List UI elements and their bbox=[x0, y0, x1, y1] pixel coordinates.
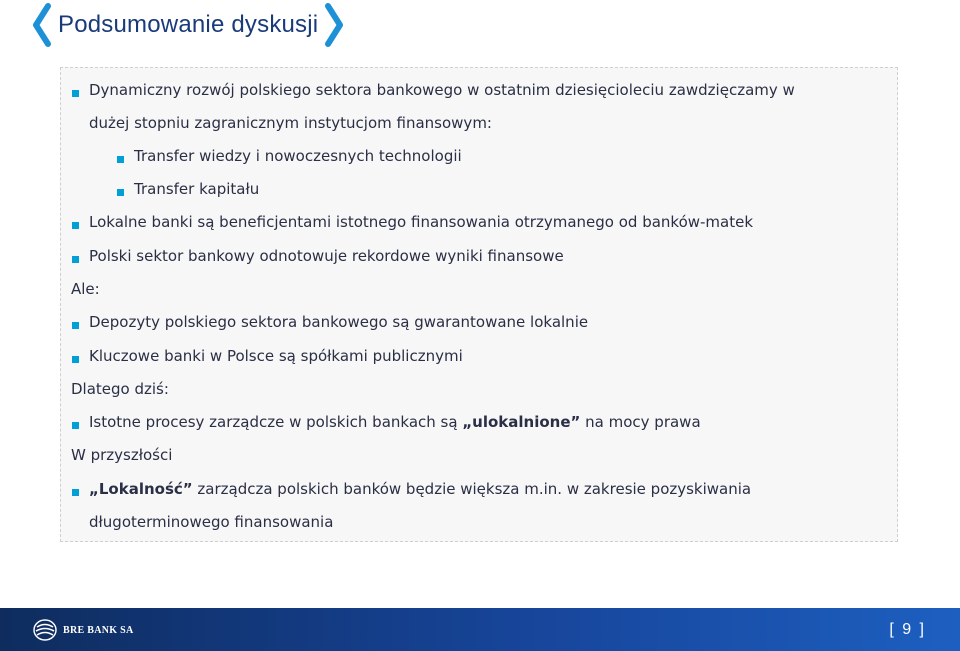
emphasis-text: „ulokalnione” bbox=[462, 413, 581, 431]
bullet-text-continuation: długoterminowego finansowania bbox=[89, 513, 334, 531]
square-bullet-icon bbox=[117, 156, 124, 163]
section-label: W przyszłości bbox=[71, 446, 173, 464]
square-bullet-icon bbox=[72, 256, 79, 263]
square-bullet-icon bbox=[117, 189, 124, 196]
bullet-text-continuation: dużej stopniu zagranicznym instytucjom finansowym: bbox=[89, 114, 492, 132]
bullet-text: Polski sektor bankowy odnotowuje rekordowe wyniki finansowe bbox=[89, 247, 564, 265]
bank-logo bbox=[33, 619, 134, 641]
square-bullet-icon bbox=[72, 90, 79, 97]
bullet-text: Depozyty polskiego sektora bankowego są gwarantowane lokalnie bbox=[89, 313, 589, 331]
bullet-text-part: na mocy prawa bbox=[580, 413, 701, 431]
emphasis-text: „Lokalność” bbox=[89, 480, 193, 498]
sub-bullet-text: Transfer kapitału bbox=[134, 180, 260, 198]
page-number: [ 9 ] bbox=[889, 621, 926, 638]
square-bullet-icon bbox=[72, 222, 79, 229]
title-bar bbox=[30, 2, 346, 48]
bullet-text: Dynamiczny rozwój polskiego sektora bankowego w ostatnim dziesięcioleciu zawdzięczamy w bbox=[89, 81, 795, 99]
chevron-right-icon bbox=[324, 3, 346, 47]
square-bullet-icon bbox=[72, 322, 79, 329]
square-bullet-icon bbox=[72, 422, 79, 429]
section-label: Ale: bbox=[71, 280, 100, 298]
bullet-text bbox=[89, 473, 751, 506]
content-panel bbox=[60, 67, 898, 542]
bre-bank-logo-icon bbox=[33, 619, 57, 641]
page-title: Podsumowanie dyskusji bbox=[58, 11, 319, 38]
bullet-text-part: Istotne procesy zarządcze w polskich bankach są bbox=[89, 413, 463, 431]
footer-bar bbox=[0, 608, 960, 651]
bullet-text: Kluczowe banki w Polsce są spółkami publicznymi bbox=[89, 347, 463, 365]
logo-text: BRE BANK SA bbox=[63, 624, 134, 636]
bullet-text-part: zarządcza polskich banków będzie większa m.in. w zakresie pozyskiwania bbox=[192, 480, 752, 498]
chevron-left-icon bbox=[30, 3, 52, 47]
bullet-text bbox=[89, 406, 701, 439]
bullet-text: Lokalne banki są beneficjentami istotnego finansowania otrzymanego od banków-matek bbox=[89, 213, 754, 231]
square-bullet-icon bbox=[72, 489, 79, 496]
square-bullet-icon bbox=[72, 356, 79, 363]
section-label: Dlatego dziś: bbox=[71, 380, 169, 398]
sub-bullet-text: Transfer wiedzy i nowoczesnych technologii bbox=[134, 147, 462, 165]
